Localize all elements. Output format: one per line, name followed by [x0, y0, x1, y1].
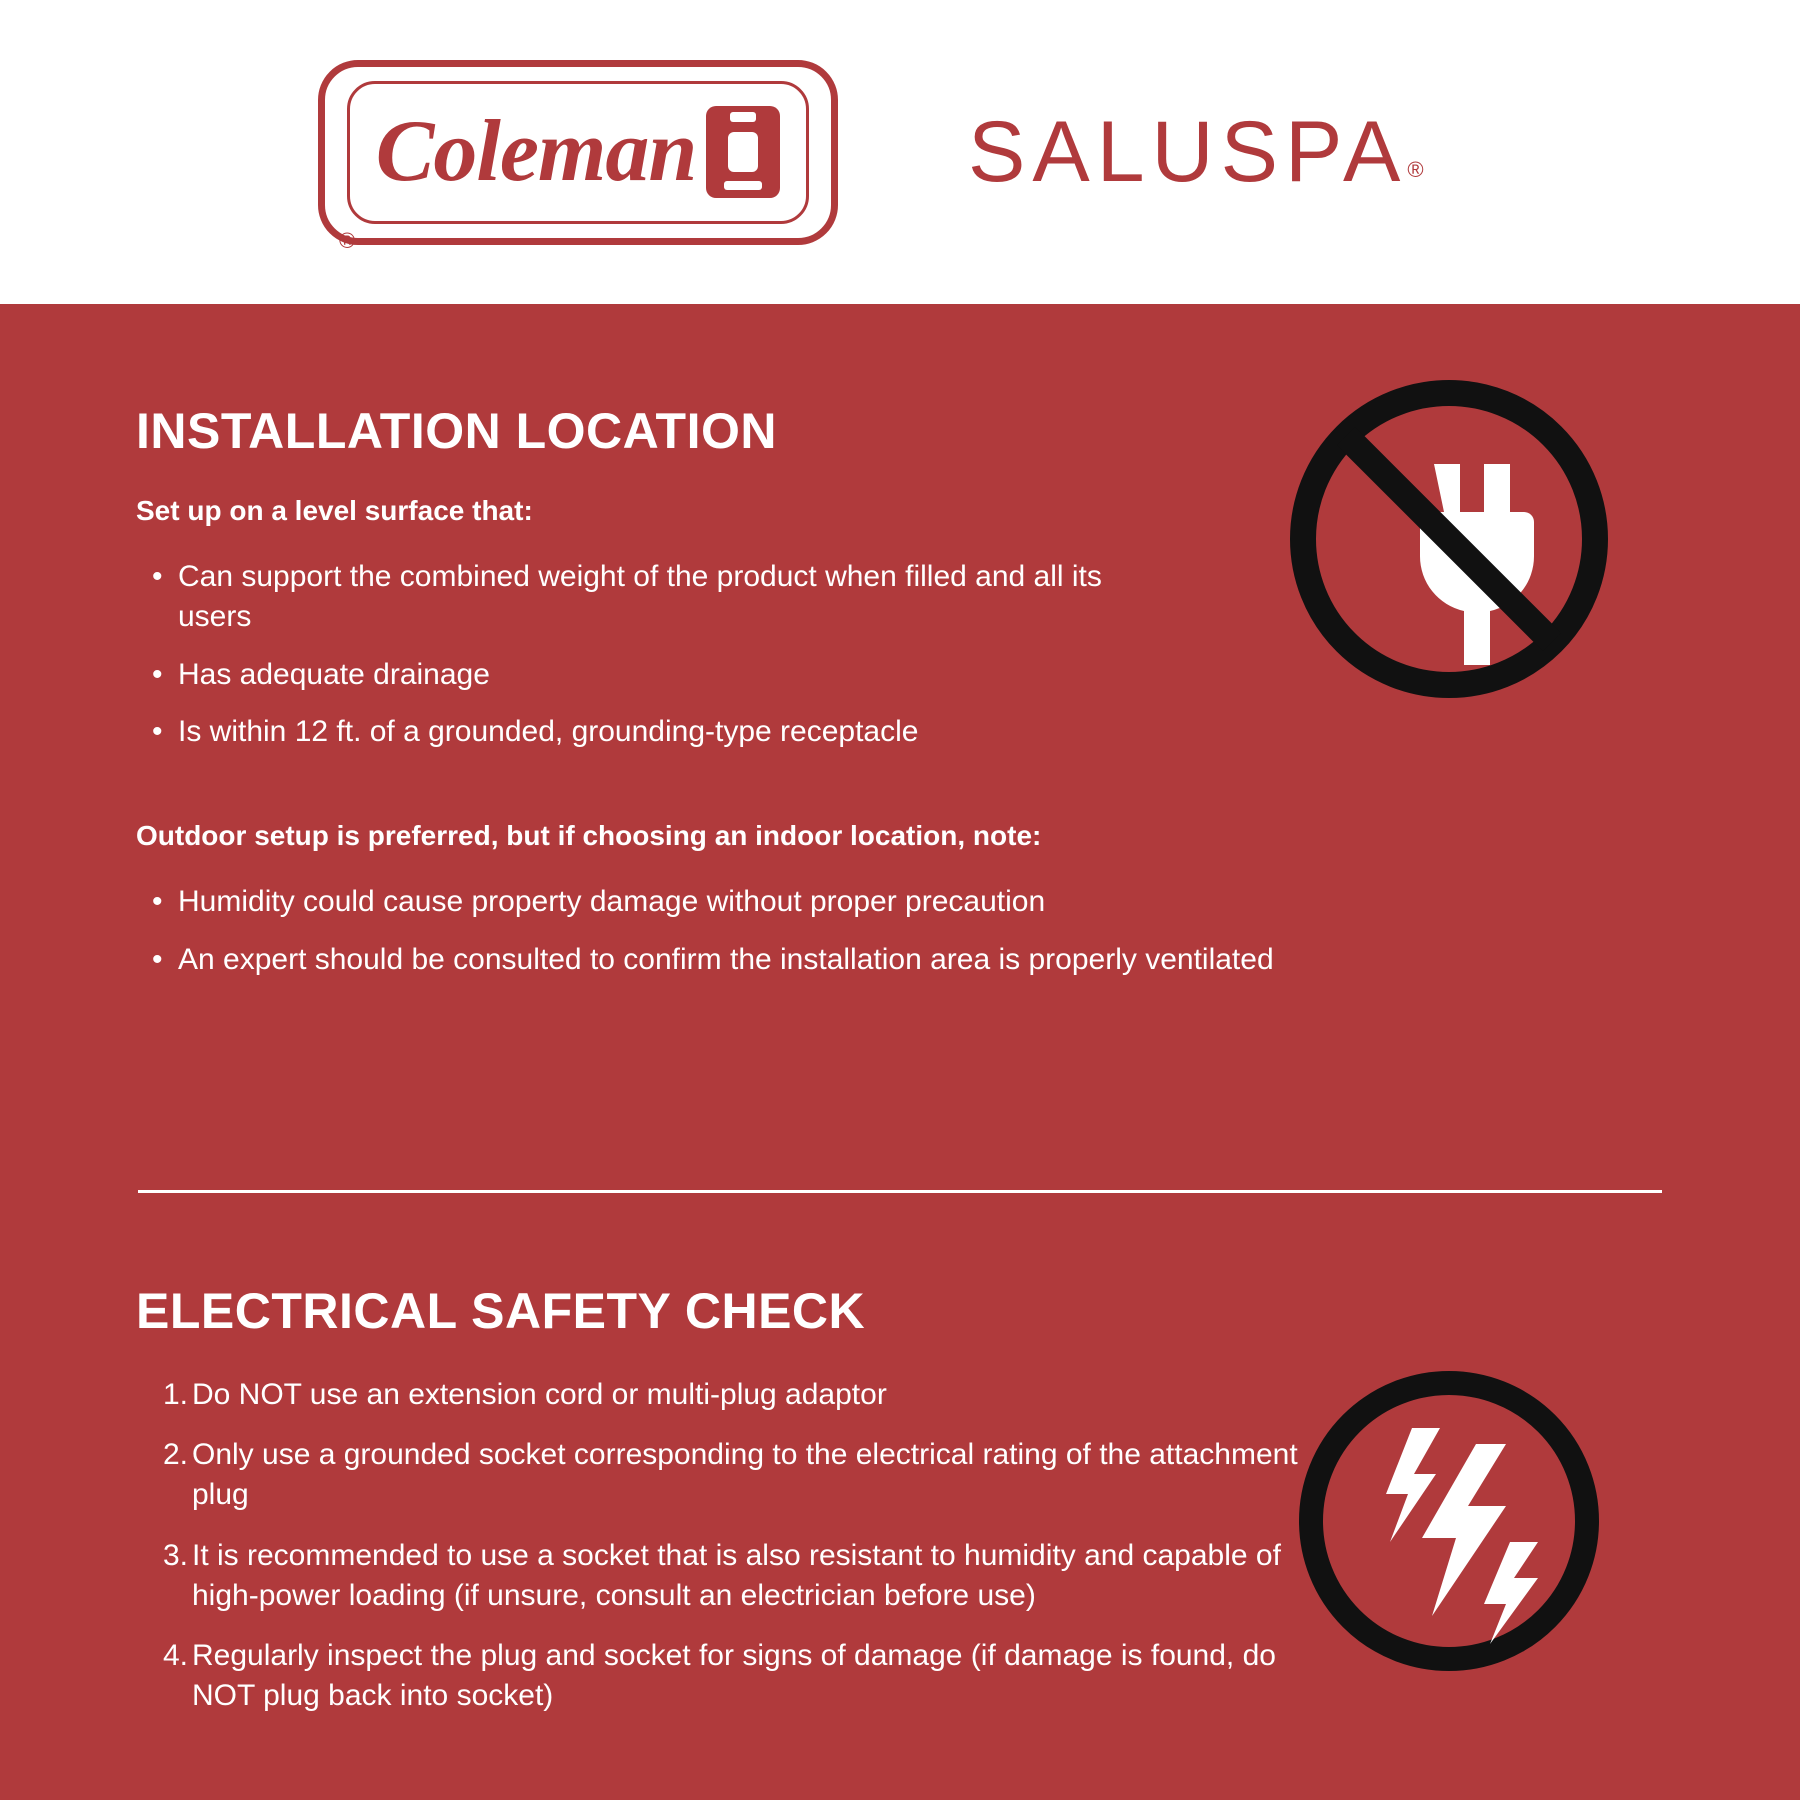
list-item-text: Only use a grounded socket corresponding to the electrical rating of the attachment plug: [192, 1438, 1298, 1512]
list-item-number: 4.: [162, 1638, 188, 1672]
coleman-wordmark: Coleman: [375, 103, 697, 200]
content-panel: [0, 304, 1800, 1800]
saluspa-text: SALUSPA: [968, 104, 1408, 200]
list-item: [136, 1636, 1316, 1716]
list-indoor-notes: [136, 882, 1616, 979]
list-item: [136, 1536, 1316, 1616]
saluspa-wordmark: [968, 104, 1424, 200]
list-item: • Is within 12 ft. of a grounded, grounding-type receptacle: [136, 712, 1156, 752]
list-item-number: 3.: [162, 1538, 188, 1572]
section-divider-wrapper: [138, 1190, 1662, 1193]
divider: [138, 1190, 1662, 1193]
list-electrical-steps: [136, 1375, 1316, 1716]
subtitle-level-surface: Set up on a level surface that:: [136, 495, 533, 526]
lantern-base: [724, 181, 762, 190]
list-level-surface: [136, 557, 1156, 751]
list-item: • Humidity could cause property damage without proper precaution: [136, 882, 1616, 922]
coleman-lantern-icon: [706, 106, 780, 198]
list-item: • Has adequate drainage: [136, 655, 1156, 695]
page-title-installation: INSTALLATION LOCATION: [136, 403, 777, 459]
coleman-logo: [318, 60, 838, 253]
list-item: • An expert should be consulted to confirm the installation area is properly ventilated: [136, 940, 1616, 980]
coleman-registered-mark: ®: [339, 227, 356, 253]
section-installation-location: [136, 404, 1616, 997]
high-voltage-icon: [1294, 1366, 1604, 1676]
section-electrical-safety-check: [136, 1284, 1316, 1736]
list-item: [136, 1375, 1316, 1415]
list-item-number: 1.: [162, 1378, 188, 1411]
list-item-text: It is recommended to use a socket that is also resistant to humidity and capable of high-power loading (if unsure, consult an electrician before use): [192, 1538, 1281, 1612]
list-item-text: Regularly inspect the plug and socket for signs of damage (if damage is found, do NOT plug back into socket): [192, 1638, 1276, 1713]
saluspa-registered-mark: ®: [1407, 157, 1424, 182]
list-item-number: 2.: [162, 1438, 188, 1472]
list-item: [136, 1435, 1316, 1515]
subtitle-outdoor-setup: Outdoor setup is preferred, but if choosing an indoor location, note:: [136, 819, 1042, 851]
brand-header: [0, 0, 1800, 304]
lantern-globe: [728, 132, 758, 172]
list-item-text: Do NOT use an extension cord or multi-plug adaptor: [192, 1378, 887, 1411]
list-item: • Can support the combined weight of the product when filled and all its users: [136, 557, 1156, 636]
lantern-cap: [730, 112, 756, 122]
page-title-electrical: ELECTRICAL SAFETY CHECK: [136, 1283, 866, 1339]
